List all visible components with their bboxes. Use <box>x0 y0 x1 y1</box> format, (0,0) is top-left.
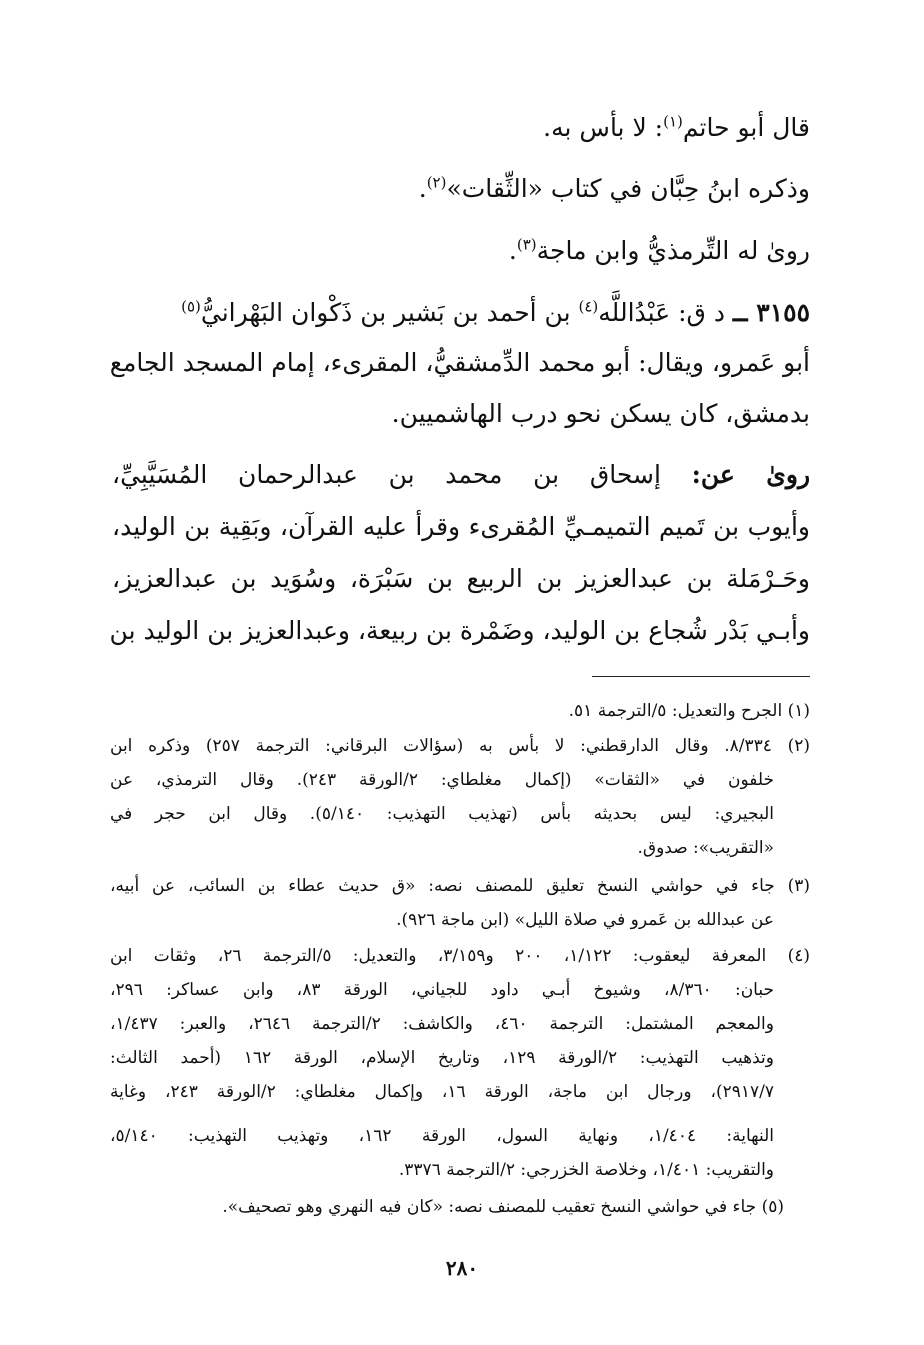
text-segment: . <box>418 174 427 203</box>
body-line-8: وأيوب بن تَميم التميمـيِّ المُقرىء وقرأ عليه القرآن، وبَقِية بن الوليد، <box>112 512 810 541</box>
rawa-an-label: روىٰ عن: <box>691 460 811 489</box>
text-segment: إسحاق بن محمد بن عبدالرحمان المُسَيَّبِيِّ، <box>112 460 661 489</box>
entry-name: عَبْدُاللَّه <box>598 298 671 327</box>
footnote-3-line-2: عن عبدالله بن عَمرو في صلاة الليل» (ابن ماجة ٩٢٦). <box>396 910 774 930</box>
footnote-1: (١) الجرح والتعديل: ٥/الترجمة ٥١. <box>568 701 810 721</box>
footnote-5: (٥) جاء في حواشي النسخ تعقيب للمصنف نصه: «كان فيه النهري وهو تصحيف». <box>222 1197 784 1217</box>
footnote-2-line-1: (٢) ٨/٣٣٤. وقال الدارقطني: لا بأس به (سؤالات البرقاني: الترجمة ٢٥٧) وذكره ابن <box>110 736 810 756</box>
footnote-2-line-3: البجيري: ليس بحديثه بأس (تهذيب التهذيب: ٥/١٤٠). وقال ابن حجر في <box>110 804 775 824</box>
text-segment: : لا بأس به. <box>543 113 664 142</box>
footnote-4-line-2: حبان: ٨/٣٦٠، وشيوخ أبـي داود للجياني، الورقة ٨٣، وابن عساكر: ٢٩٦، <box>110 980 775 1000</box>
footnote-4-line-5: ٢٩١٧/٧)، ورجال ابن ماجة، الورقة ١٦، وإكمال مغلطاي: ٢/الورقة ٢٤٣، وغاية <box>110 1082 774 1102</box>
footnote-ref-5: (٥) <box>181 297 201 316</box>
page-number: ٢٨٠ <box>445 1256 479 1280</box>
body-line-2 <box>112 173 810 203</box>
footnote-3-line-1: (٣) جاء في حواشي النسخ تعليق للمصنف نصه: «ق حديث عطاء بن السائب، عن أبيه، <box>110 876 810 896</box>
footnote-ref-2: (٢) <box>426 173 447 192</box>
body-line-9: وحَـرْمَلة بن عبدالعزيز بن الربيع بن سَبْرَة، وسُوَيد بن عبدالعزيز، <box>112 564 810 593</box>
entry-name-lineage: بن أحمد بن بَشير بن ذَكْوان البَهْرانيُّ <box>200 298 571 327</box>
footnote-ref-3: (٣) <box>516 235 537 254</box>
text-segment: . <box>508 236 517 265</box>
rawa-an-line <box>112 462 810 487</box>
entry-symbols: د ق: <box>678 298 725 327</box>
text-segment: وذكره ابنُ حِبَّان في كتاب «الثِّقات» <box>446 174 810 203</box>
footnote-4-line-7: والتقريب: ١/٤٠١، وخلاصة الخزرجي: ٢/الترجمة ٣٣٧٦. <box>398 1160 774 1180</box>
footnote-ref-4: (٤) <box>578 297 599 316</box>
text-segment: قال أبو حاتم <box>682 113 810 142</box>
body-line-1 <box>112 112 810 142</box>
footnote-ref-1: (١) <box>663 112 683 131</box>
body-line-10: وأبـي بَدْر شُجاع بن الوليد، وضَمْرة بن ربيعة، وعبدالعزيز بن الوليد بن <box>109 616 810 645</box>
text-segment: روىٰ له التِّرمذيُّ وابن ماجة <box>536 236 810 265</box>
footnote-4-line-6: النهاية: ١/٤٠٤، ونهاية السول، الورقة ١٦٢، وتهذيب التهذيب: ٥/١٤٠، <box>110 1126 774 1146</box>
footnote-4-line-3: والمعجم المشتمل: الترجمة ٤٦٠، والكاشف: ٢/الترجمة ٢٦٤٦، والعبر: ١/٤٣٧، <box>110 1014 774 1034</box>
body-line-6: بدمشق، كان يسكن نحو درب الهاشميين. <box>391 399 810 428</box>
footnote-separator <box>592 676 810 677</box>
body-line-3 <box>112 235 810 265</box>
body-line-5: أبو عَمرو، ويقال: أبو محمد الدِّمشقيُّ، المقرىء، إمام المسجد الجامع <box>109 348 810 377</box>
entry-number: ٣١٥٥ ــ <box>732 298 810 327</box>
footnote-4-line-4: وتذهيب التهذيب: ٢/الورقة ١٢٩، وتاريخ الإسلام، الورقة ١٦٢ (أحمد الثالث: <box>110 1048 774 1068</box>
footnote-4-line-1: (٤) المعرفة ليعقوب: ١/١٢٢، ٢٠٠ و٣/١٥٩، والتعديل: ٥/الترجمة ٢٦، وثقات ابن <box>110 946 810 966</box>
entry-heading <box>112 297 810 327</box>
footnote-2-line-4: «التقريب»: صدوق. <box>637 838 774 858</box>
footnote-2-line-2: خلفون في «الثقات» (إكمال مغلطاي: ٢/الورقة ٢٤٣). وقال الترمذي، عن <box>110 770 774 790</box>
